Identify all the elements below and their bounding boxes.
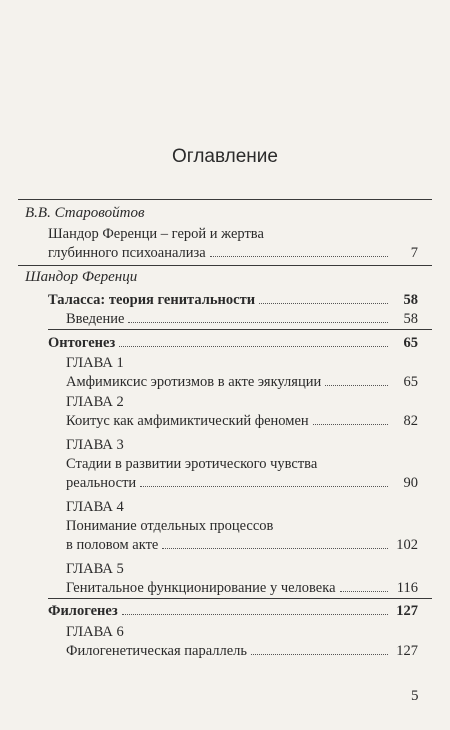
toc-entry-intro[interactable] bbox=[66, 311, 418, 328]
entry-phylogenesis-title: Филогенез bbox=[48, 603, 118, 619]
chapter-2-title: Коитус как амфимиктический феномен bbox=[66, 413, 309, 429]
chapter-4-label: ГЛАВА 4 bbox=[66, 499, 124, 515]
page-ref: 102 bbox=[396, 537, 418, 553]
toc-entry-chapter-2[interactable] bbox=[66, 413, 418, 430]
dot-leader bbox=[313, 423, 388, 425]
page-ref: 127 bbox=[396, 643, 418, 659]
page-number: 5 bbox=[411, 688, 419, 704]
page-ref: 58 bbox=[403, 292, 418, 308]
chapter-3-title-line2: реальности bbox=[66, 475, 137, 491]
dot-leader bbox=[162, 547, 388, 549]
toc-entry-chapter-3[interactable] bbox=[66, 475, 418, 492]
toc-entry-chapter-5[interactable] bbox=[66, 580, 418, 597]
dot-leader bbox=[251, 653, 388, 655]
dot-leader bbox=[340, 590, 388, 592]
dot-leader bbox=[119, 345, 388, 347]
chapter-1-label: ГЛАВА 1 bbox=[66, 355, 124, 371]
page-ref: 82 bbox=[403, 413, 418, 429]
dot-leader bbox=[325, 384, 388, 386]
section-divider bbox=[18, 265, 432, 266]
toc-entry-chapter-1[interactable] bbox=[66, 374, 418, 391]
entry-hero-victim-line1: Шандор Ференци – герой и жертва bbox=[48, 226, 264, 242]
page-ref: 116 bbox=[396, 580, 418, 596]
dot-leader bbox=[128, 321, 388, 323]
toc-entry-thalassa[interactable] bbox=[48, 292, 418, 309]
chapter-3-label: ГЛАВА 3 bbox=[66, 437, 124, 453]
chapter-4-title-line2: в половом акте bbox=[66, 537, 159, 553]
toc-title: Оглавление bbox=[172, 146, 278, 167]
page-ref: 7 bbox=[410, 245, 418, 261]
chapter-1-title: Амфимиксис эротизмов в акте эякуляции bbox=[66, 374, 322, 390]
section-divider bbox=[18, 199, 432, 200]
author-starovoitov: В.В. Старовойтов bbox=[25, 205, 145, 221]
chapter-2-label: ГЛАВА 2 bbox=[66, 394, 124, 410]
toc-entry-chapter-6[interactable] bbox=[66, 643, 418, 660]
dot-leader bbox=[140, 485, 388, 487]
dot-leader bbox=[210, 255, 388, 257]
chapter-3-title-line1: Стадии в развитии эротического чувства bbox=[66, 456, 318, 472]
entry-intro-title: Введение bbox=[66, 311, 125, 327]
chapter-4-title-line1: Понимание отдельных процессов bbox=[66, 518, 274, 534]
page-ref: 65 bbox=[403, 335, 418, 351]
dot-leader bbox=[259, 302, 388, 304]
toc-entry-phylogenesis[interactable] bbox=[48, 603, 418, 620]
subsection-divider bbox=[48, 329, 432, 330]
entry-thalassa-title: Таласса: теория генитальности bbox=[48, 292, 256, 308]
entry-ontogenesis-title: Онтогенез bbox=[48, 335, 116, 351]
toc-entry-chapter-4[interactable] bbox=[66, 537, 418, 554]
subsection-divider bbox=[48, 598, 432, 599]
chapter-6-title: Филогенетическая параллель bbox=[66, 643, 248, 659]
page-ref: 90 bbox=[403, 475, 418, 491]
toc-entry-ontogenesis[interactable] bbox=[48, 335, 418, 352]
chapter-5-label: ГЛАВА 5 bbox=[66, 561, 124, 577]
toc-entry-hero-victim[interactable] bbox=[48, 245, 418, 262]
author-ferenczi: Шандор Ференци bbox=[25, 269, 138, 285]
chapter-6-label: ГЛАВА 6 bbox=[66, 624, 124, 640]
dot-leader bbox=[122, 613, 388, 615]
page-ref: 58 bbox=[403, 311, 418, 327]
page-ref: 127 bbox=[396, 603, 418, 619]
entry-hero-victim-line2: глубинного психоанализа bbox=[48, 245, 206, 261]
chapter-5-title: Генитальное функционирование у человека bbox=[66, 580, 336, 596]
page-ref: 65 bbox=[403, 374, 418, 390]
